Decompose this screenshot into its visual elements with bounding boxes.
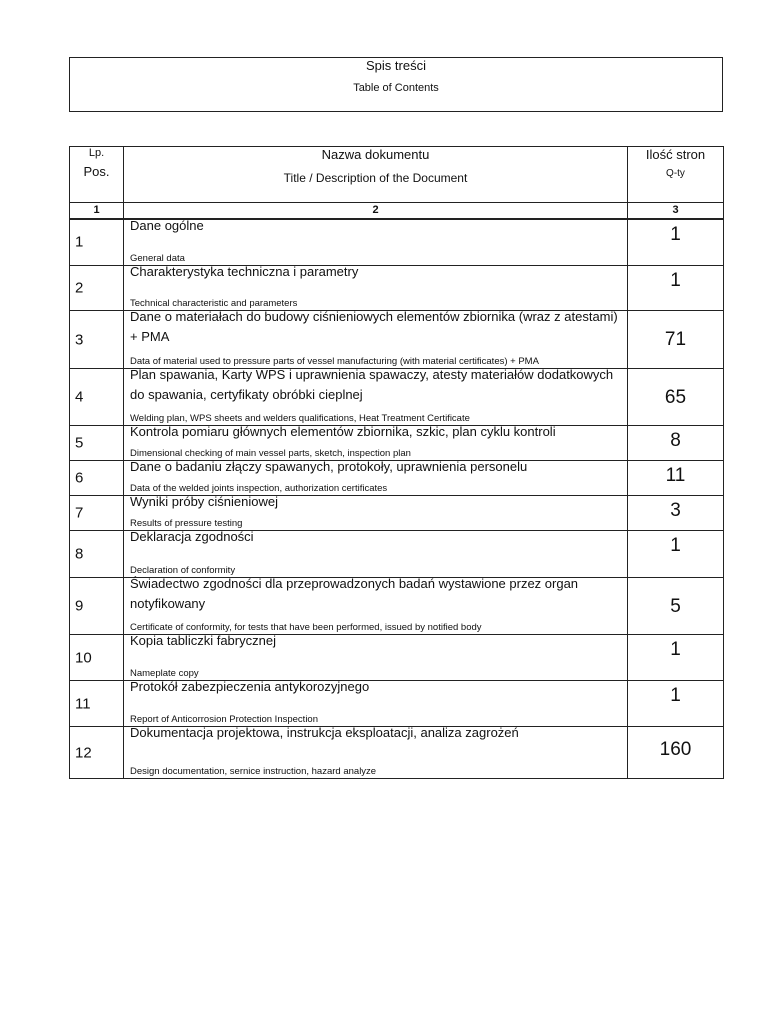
row-quantity-text: 8 <box>670 430 681 451</box>
table-row <box>70 727 724 779</box>
row-description <box>124 635 628 681</box>
row-title-pl: Dane o badaniu złączy spawanych, protokoły, uprawnienia personelu <box>130 459 528 474</box>
row-position <box>70 727 124 779</box>
row-title-pl: Kontrola pomiaru głównych elementów zbiornika, szkic, plan cyklu kontroli <box>130 424 556 439</box>
row-title-pl: Protokół zabezpieczenia antykorozyjnego <box>130 679 370 694</box>
row-position <box>70 681 124 727</box>
row-quantity <box>628 496 724 531</box>
table-header-row <box>70 147 724 203</box>
row-position <box>70 461 124 496</box>
row-position-text: 5 <box>75 434 84 452</box>
row-position <box>70 311 124 369</box>
row-description <box>124 531 628 578</box>
row-quantity-text: 65 <box>664 387 687 408</box>
row-description <box>124 311 628 369</box>
row-quantity-text: 1 <box>670 535 681 556</box>
row-title-en: Data of the welded joints inspection, authorization certificates <box>130 483 388 494</box>
row-position-text: 2 <box>75 279 84 297</box>
row-quantity-text: 71 <box>664 329 687 350</box>
row-quantity <box>628 219 724 266</box>
row-quantity-text: 1 <box>670 639 681 660</box>
row-quantity <box>628 635 724 681</box>
row-quantity <box>628 531 724 578</box>
table-row <box>70 369 724 426</box>
table-row <box>70 461 724 496</box>
header-qty-en: Q-ty <box>666 168 685 179</box>
row-position <box>70 426 124 461</box>
row-position <box>70 219 124 266</box>
row-quantity <box>628 681 724 727</box>
document-title-box <box>69 57 723 112</box>
row-title-en: Declaration of conformity <box>130 565 236 576</box>
row-title-en: Welding plan, WPS sheets and welders qualifications, Heat Treatment Certificate <box>130 413 470 424</box>
row-position-text: 8 <box>75 545 84 563</box>
row-description <box>124 461 628 496</box>
row-description <box>124 426 628 461</box>
row-quantity-text: 1 <box>670 685 681 706</box>
header-pos-en: Pos. <box>83 164 110 179</box>
row-description <box>124 727 628 779</box>
row-quantity <box>628 426 724 461</box>
row-title-pl: Świadectwo zgodności dla przeprowadzonych badań wystawione przez organ notyfikowany <box>130 576 579 611</box>
table-row <box>70 578 724 635</box>
header-qty <box>628 147 724 203</box>
table-row <box>70 681 724 727</box>
row-description <box>124 266 628 311</box>
table-row <box>70 496 724 531</box>
row-quantity-text: 1 <box>670 270 681 291</box>
row-title-pl: Plan spawania, Karty WPS i uprawnienia spawaczy, atesty materiałów dodatkowych do spawania, certyfikaty obróbki cieplnej <box>130 367 614 402</box>
header-title-en: Title / Description of the Document <box>283 171 468 185</box>
row-position <box>70 635 124 681</box>
table-row <box>70 531 724 578</box>
row-quantity <box>628 578 724 635</box>
row-description <box>124 496 628 531</box>
row-title-en: Report of Anticorrosion Protection Inspection <box>130 714 318 725</box>
table-row <box>70 266 724 311</box>
row-description <box>124 681 628 727</box>
row-description <box>124 369 628 426</box>
header-pos <box>70 147 124 203</box>
row-position-text: 1 <box>75 233 84 251</box>
row-title-pl: Dane o materiałach do budowy ciśnieniowych elementów zbiornika (wraz z atestami) + PMA <box>130 309 618 344</box>
row-title-en: Results of pressure testing <box>130 518 243 529</box>
row-title-en: Data of material used to pressure parts of vessel manufacturing (with material certificates) + PMA <box>130 356 539 367</box>
row-position <box>70 531 124 578</box>
row-position-text: 4 <box>75 388 84 406</box>
row-quantity <box>628 311 724 369</box>
row-position-text: 11 <box>75 695 91 712</box>
title-pl: Spis treści <box>366 58 426 73</box>
row-quantity-text: 11 <box>665 465 686 486</box>
row-title-pl: Charakterystyka techniczna i parametry <box>130 264 359 279</box>
row-position-text: 12 <box>75 744 92 761</box>
row-title-pl: Kopia tabliczki fabrycznej <box>130 633 276 648</box>
row-position-text: 3 <box>75 331 84 348</box>
column-number: 1 <box>70 203 124 219</box>
row-position <box>70 369 124 426</box>
table-row <box>70 426 724 461</box>
header-title <box>124 147 628 203</box>
row-quantity-text: 3 <box>670 500 681 521</box>
row-position <box>70 266 124 311</box>
row-quantity <box>628 727 724 779</box>
row-title-en: Dimensional checking of main vessel parts, sketch, inspection plan <box>130 448 411 459</box>
row-title-pl: Deklaracja zgodności <box>130 529 254 544</box>
row-position-text: 10 <box>75 649 92 666</box>
column-number: 3 <box>628 203 724 219</box>
row-title-en: Nameplate copy <box>130 668 199 679</box>
header-qty-pl: Ilość stron <box>645 147 706 162</box>
row-title-en: Technical characteristic and parameters <box>130 298 298 309</box>
row-position-text: 6 <box>75 469 84 487</box>
row-title-en: Design documentation, sernice instruction, hazard analyze <box>130 766 377 777</box>
row-quantity-text: 160 <box>659 739 692 760</box>
row-description <box>124 578 628 635</box>
row-position-text: 9 <box>75 597 84 615</box>
row-quantity-text: 1 <box>670 223 681 245</box>
row-position-text: 7 <box>75 504 84 522</box>
row-quantity-text: 5 <box>670 596 681 617</box>
row-quantity <box>628 369 724 426</box>
row-title-en: General data <box>130 253 185 264</box>
row-title-pl: Dane ogólne <box>130 217 204 233</box>
row-description <box>124 219 628 266</box>
column-number: 2 <box>124 203 628 219</box>
row-position <box>70 496 124 531</box>
table-row <box>70 635 724 681</box>
row-title-pl: Dokumentacja projektowa, instrukcja eksploatacji, analiza zagrożeń <box>130 725 519 740</box>
header-pos-pl: Lp. <box>88 147 105 159</box>
table-row <box>70 219 724 266</box>
row-position <box>70 578 124 635</box>
title-en: Table of Contents <box>353 82 439 94</box>
row-title-en: Certificate of conformity, for tests that have been performed, issued by notified body <box>130 622 482 633</box>
header-title-pl: Nazwa dokumentu <box>321 147 430 162</box>
table-row <box>70 311 724 369</box>
row-quantity <box>628 461 724 496</box>
row-title-pl: Wyniki próby ciśnieniowej <box>130 494 278 509</box>
toc-table <box>69 146 724 779</box>
row-quantity <box>628 266 724 311</box>
